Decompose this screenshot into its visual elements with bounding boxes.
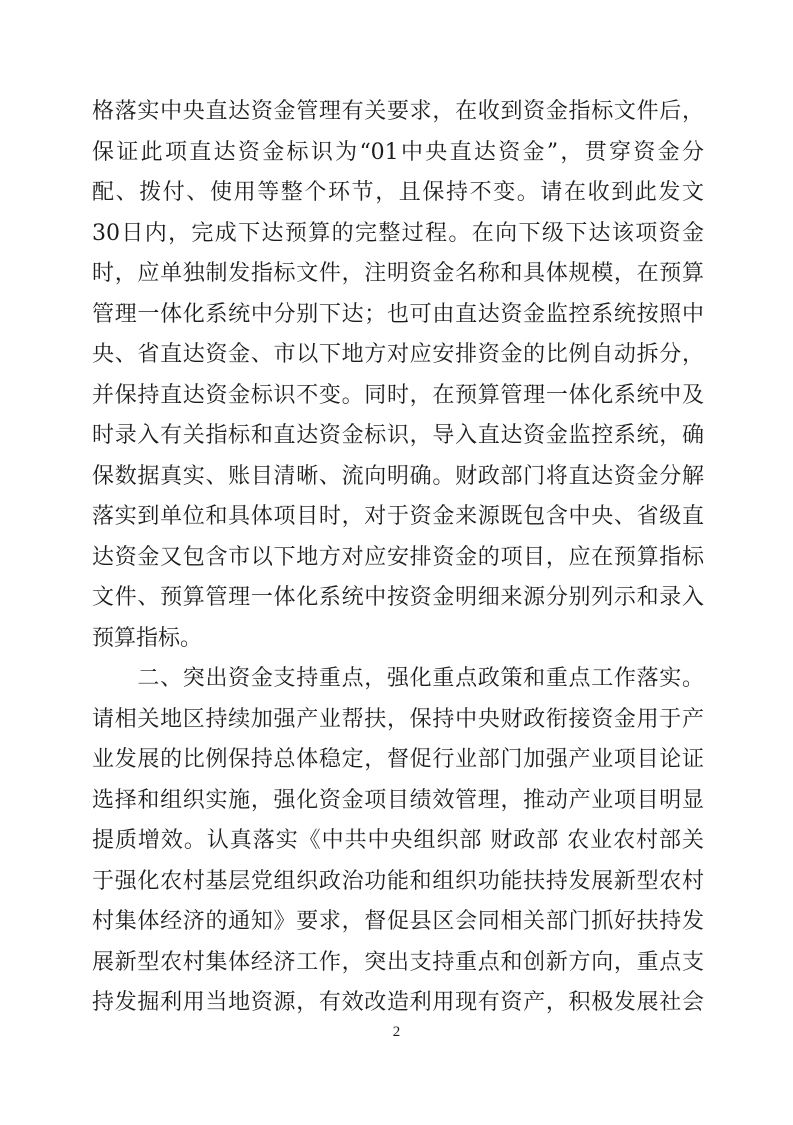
body-text bbox=[92, 92, 704, 1024]
text-line: 村集体经济的通知》要求，督促县区会同相关部门抓好扶持发 bbox=[92, 909, 704, 934]
text-line: 选择和组织实施，强化资金项目绩效管理，推动产业项目明显 bbox=[92, 787, 704, 813]
text-line: 于强化农村基层党组织政治功能和组织功能扶持发展新型农村 bbox=[92, 868, 704, 894]
section-heading-line: 二、突出资金支持重点，强化重点政策和重点工作落实。 bbox=[92, 666, 704, 691]
text-line: 文件、预算管理一体化系统中按资金明细来源分别列示和录入 bbox=[92, 585, 704, 610]
text-line: 业发展的比例保持总体稳定，督促行业部门加强产业项目论证 bbox=[92, 747, 704, 772]
page-number: 2 bbox=[392, 1024, 401, 1040]
text-line: 30日内，完成下达预算的完整过程。在向下级下达该项资金 bbox=[92, 220, 704, 246]
text-line: 预算指标。 bbox=[92, 625, 203, 651]
text-line: 持发掘利用当地资源，有效改造利用现有资产，积极发展社会 bbox=[92, 990, 704, 1015]
text-line: 配、拨付、使用等整个环节，且保持不变。请在收到此发文 bbox=[92, 180, 704, 205]
text-line: 展新型农村集体经济工作，突出支持重点和创新方向，重点支 bbox=[92, 949, 704, 975]
text-line: 提质增效。认真落实《中共中央组织部 财政部 农业农村部关 bbox=[92, 828, 704, 853]
text-line: 并保持直达资金标识不变。同时，在预算管理一体化系统中及 bbox=[92, 382, 704, 408]
text-line: 时录入有关指标和直达资金标识，导入直达资金监控系统，确 bbox=[92, 423, 704, 448]
text-line: 保证此项直达资金标识为“01中央直达资金”，贯穿资金分 bbox=[92, 139, 704, 165]
text-line: 央、省直达资金、市以下地方对应安排资金的比例自动拆分， bbox=[92, 342, 704, 367]
text-line: 落实到单位和具体项目时，对于资金来源既包含中央、省级直 bbox=[92, 504, 704, 529]
text-line: 时，应单独制发指标文件，注明资金名称和具体规模，在预算 bbox=[92, 261, 704, 286]
text-line: 管理一体化系统中分别下达；也可由直达资金监控系统按照中 bbox=[92, 301, 704, 327]
text-line: 达资金又包含市以下地方对应安排资金的项目，应在预算指标 bbox=[92, 544, 704, 570]
text-line: 保数据真实、账目清晰、流向明确。财政部门将直达资金分解 bbox=[92, 463, 704, 489]
text-line: 格落实中央直达资金管理有关要求，在收到资金指标文件后， bbox=[92, 99, 704, 124]
text-line: 请相关地区持续加强产业帮扶，保持中央财政衔接资金用于产 bbox=[92, 706, 704, 732]
